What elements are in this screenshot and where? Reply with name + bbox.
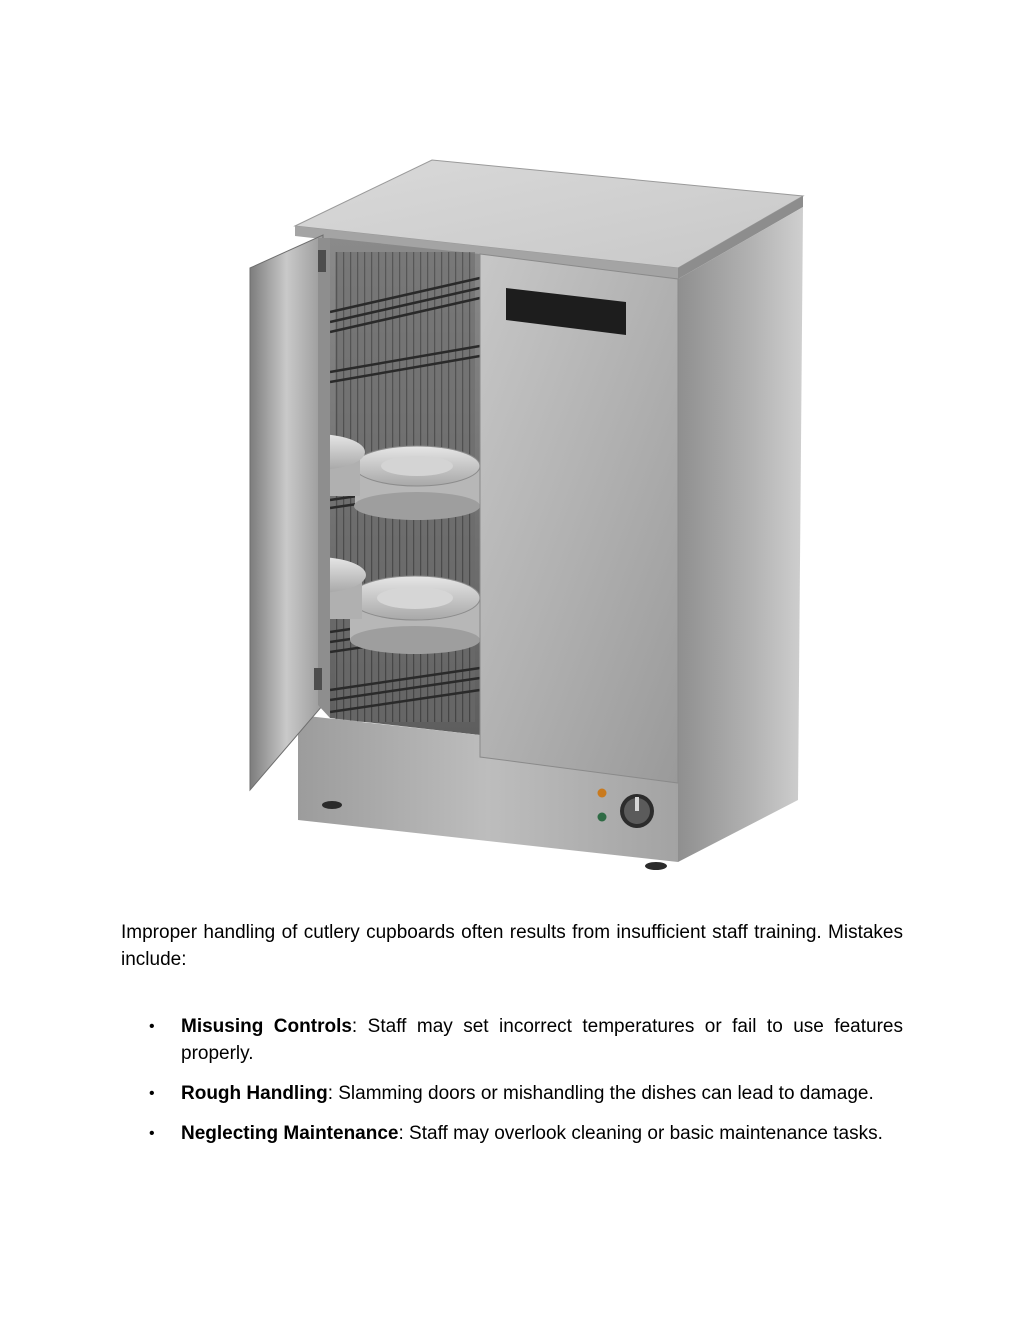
plate-stack-upper [354, 446, 480, 520]
bullet-description: : Slamming doors or mishandling the dishes can lead to damage. [327, 1083, 874, 1104]
body-text [121, 919, 903, 1160]
plate-warmer-cabinet-image [240, 150, 820, 880]
bullet-marker: • [149, 1085, 155, 1102]
cabinet-door-left-open [250, 235, 323, 790]
bullet-term: Rough Handling [181, 1083, 328, 1104]
indicator-light-green [598, 813, 607, 822]
indicator-light-amber [598, 789, 607, 798]
cabinet-side-panel [678, 207, 803, 862]
bullet-term: Neglecting Maintenance [181, 1123, 399, 1144]
bullet-term: Misusing Controls [181, 1016, 352, 1037]
plate-stack-lower [350, 576, 480, 654]
cabinet-foot-left [322, 801, 342, 809]
bullet-description: : Staff may overlook cleaning or basic maintenance tasks. [398, 1123, 883, 1144]
mistakes-list [121, 1013, 903, 1147]
bullet-marker: • [149, 1018, 155, 1035]
intro-paragraph: Improper handling of cutlery cupboards often results from insufficient staff training. Mistakes include: [121, 922, 903, 970]
list-item [121, 1120, 903, 1147]
list-item [121, 1080, 903, 1107]
bullet-marker: • [149, 1125, 155, 1142]
cabinet-door-right [480, 254, 678, 783]
door-hinge-bottom [314, 668, 322, 690]
door-inner-edge [318, 238, 330, 718]
bullet-description: : Staff may set incorrect temperatures or fail to use features properly. [181, 1016, 903, 1064]
door-hinge-top [318, 250, 326, 272]
list-item [121, 1013, 903, 1067]
cabinet-foot-right [645, 862, 667, 870]
thermostat-dial-icon [620, 794, 654, 828]
